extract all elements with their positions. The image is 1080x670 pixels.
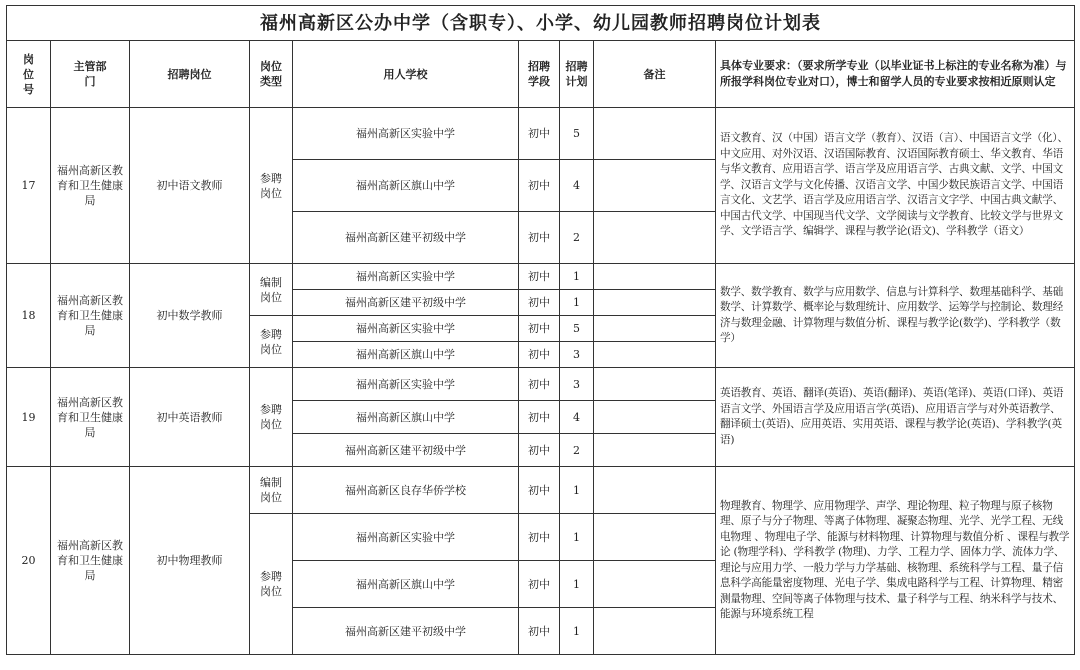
stage: 初中 [519,467,560,514]
post-type: 编制岗位 [250,264,293,316]
stage: 初中 [519,514,560,561]
header-type: 岗位类型 [250,41,293,108]
table-row [7,368,1075,401]
table-row [7,264,1075,290]
stage: 初中 [519,290,560,316]
note [594,608,716,655]
note [594,561,716,608]
plan-count: 1 [560,561,594,608]
note [594,264,716,290]
post-name: 初中数学教师 [130,264,250,368]
plan-count: 3 [560,342,594,368]
stage: 初中 [519,608,560,655]
post-type: 参聘岗位 [250,514,293,655]
header-school: 用人学校 [293,41,519,108]
stage: 初中 [519,212,560,264]
school-name: 福州高新区实验中学 [293,264,519,290]
school-name: 福州高新区良存华侨学校 [293,467,519,514]
note [594,290,716,316]
plan-count: 3 [560,368,594,401]
major-requirements: 数学、数学教育、数学与应用数学、信息与计算科学、数理基础科学、基础数学、计算数学、概率论与数理统计、应用数学、运筹学与控制论、数理经济与数理金融、计算物理与数值分析、课程与教学论(数学)、学科教学（数学） [716,264,1075,368]
stage: 初中 [519,316,560,342]
header-stage: 招聘学段 [519,41,560,108]
note [594,108,716,160]
school-name: 福州高新区建平初级中学 [293,212,519,264]
post-number: 18 [7,264,51,368]
post-type: 参聘岗位 [250,368,293,467]
school-name: 福州高新区旗山中学 [293,561,519,608]
major-requirements: 物理教育、物理学、应用物理学、声学、理论物理、粒子物理与原子核物理、原子与分子物理、等离子体物理、凝聚态物理、光学、光学工程、无线电物理 、物理电子学、能源与材料物理、计算物理与数值分析 、课程与教学论 (物理学科)、学科教学 (物理)、力学、工程力学、固体力学、流体力学、理论与应用力学、一般力学与力学基础、核物理、系统科学与工程、量子信息科学高能量密度物理、光电子学、集成电路科学与工程、计算物理、精密测量物理、空间等离子体物理与技术、量子科学与工程、纳米科学与技术、能源与环境系统工程 [716,467,1075,655]
recruitment-table-container [6,5,1074,655]
plan-count: 1 [560,264,594,290]
school-name: 福州高新区实验中学 [293,108,519,160]
plan-count: 5 [560,108,594,160]
post-type: 编制岗位 [250,467,293,514]
plan-count: 2 [560,434,594,467]
plan-count: 4 [560,160,594,212]
post-number: 20 [7,467,51,655]
stage: 初中 [519,561,560,608]
department: 福州高新区教育和卫生健康局 [51,108,130,264]
note [594,342,716,368]
school-name: 福州高新区实验中学 [293,514,519,561]
post-name: 初中语文教师 [130,108,250,264]
school-name: 福州高新区旗山中学 [293,160,519,212]
recruitment-plan-table [6,5,1075,655]
post-type: 参聘岗位 [250,108,293,264]
post-type: 参聘岗位 [250,316,293,368]
table-title: 福州高新区公办中学（含职专）、小学、幼儿园教师招聘岗位计划表 [7,6,1075,41]
school-name: 福州高新区建平初级中学 [293,608,519,655]
post-name: 初中英语教师 [130,368,250,467]
post-name: 初中物理教师 [130,467,250,655]
note [594,316,716,342]
stage: 初中 [519,434,560,467]
table-row [7,467,1075,514]
note [594,160,716,212]
header-plan: 招聘计划 [560,41,594,108]
stage: 初中 [519,264,560,290]
school-name: 福州高新区实验中学 [293,368,519,401]
school-name: 福州高新区建平初级中学 [293,434,519,467]
plan-count: 2 [560,212,594,264]
major-requirements: 语文教育、汉（中国）语言文学（教育）、汉语（言）、中国语言文学（化）、中文应用、对外汉语、汉语国际教育、汉语国际教育硕士、华文教育、华语与华文教育、应用语言学、语言学及应用语言学、古典文献、文学、中国文学、汉语言文学与文化传播、汉语言文学、中国少数民族语言文学、中国语言文化、文艺学、语言学及应用语言学、汉语言文字学、中国古典文献学、中国古代文学、中国现当代文学、文学阅读与文学教育、比较文学与世界文学、文学语言学、编辑学、课程与教学论(语文)、学科教学（语文） [716,108,1075,264]
school-name: 福州高新区实验中学 [293,316,519,342]
stage: 初中 [519,342,560,368]
department: 福州高新区教育和卫生健康局 [51,264,130,368]
note [594,212,716,264]
header-post-no: 岗位号 [7,41,51,108]
header-note: 备注 [594,41,716,108]
school-name: 福州高新区旗山中学 [293,342,519,368]
plan-count: 5 [560,316,594,342]
table-row [7,108,1075,160]
department: 福州高新区教育和卫生健康局 [51,368,130,467]
plan-count: 1 [560,290,594,316]
header-post: 招聘岗位 [130,41,250,108]
note [594,368,716,401]
plan-count: 1 [560,467,594,514]
header-row [7,41,1075,108]
post-number: 19 [7,368,51,467]
school-name: 福州高新区旗山中学 [293,401,519,434]
note [594,434,716,467]
department: 福州高新区教育和卫生健康局 [51,467,130,655]
plan-count: 4 [560,401,594,434]
stage: 初中 [519,160,560,212]
note [594,467,716,514]
header-dept: 主管部门 [51,41,130,108]
stage: 初中 [519,368,560,401]
stage: 初中 [519,401,560,434]
major-requirements: 英语教育、英语、翻译(英语)、英语(翻译)、英语(笔译)、英语(口译)、英语语言文学、外国语言学及应用语言学(英语)、应用语言学与对外英语教学、翻译硕士(英语)、应用英语、实用英语、课程与教学论(英语)、学科教学(英语) [716,368,1075,467]
header-requirements: 具体专业要求：（要求所学专业（以毕业证书上标注的专业名称为准）与所报学科岗位专业对口），博士和留学人员的专业要求按相近原则认定 [716,41,1075,108]
plan-count: 1 [560,608,594,655]
school-name: 福州高新区建平初级中学 [293,290,519,316]
stage: 初中 [519,108,560,160]
note [594,401,716,434]
post-number: 17 [7,108,51,264]
plan-count: 1 [560,514,594,561]
note [594,514,716,561]
